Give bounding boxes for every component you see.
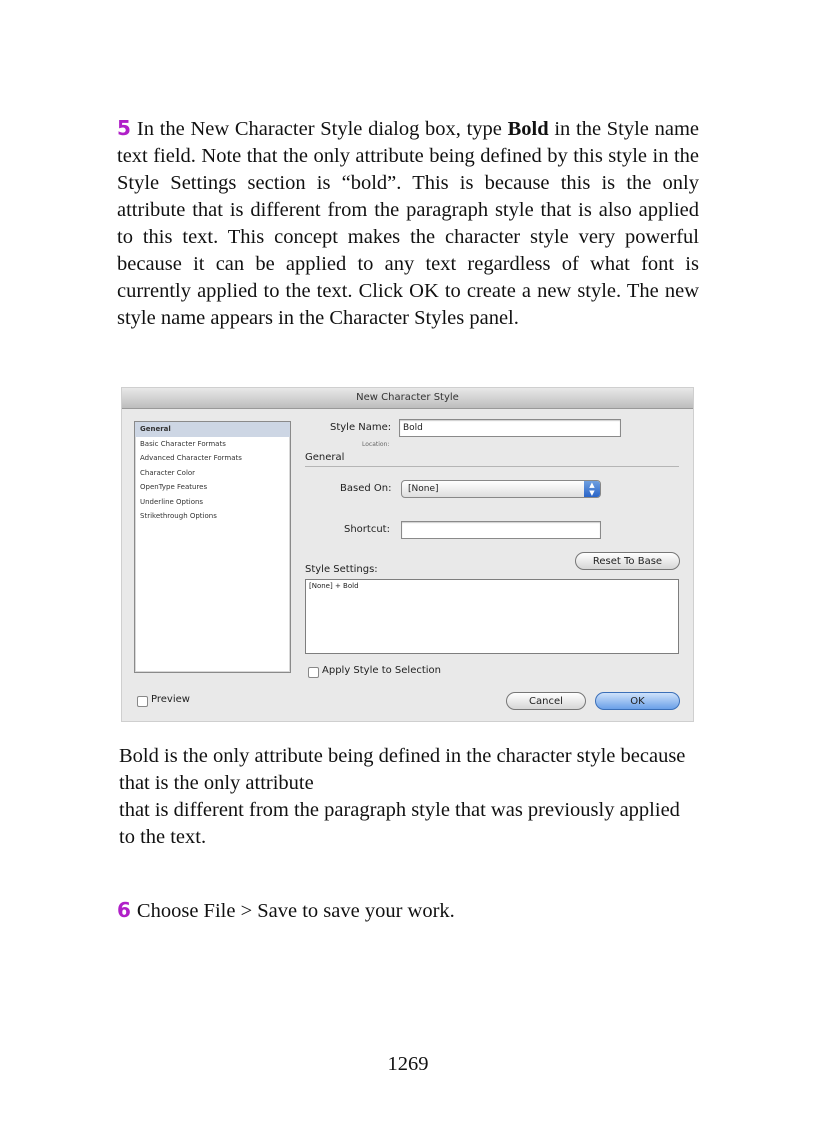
category-item-character-color[interactable]: Character Color xyxy=(140,468,196,477)
cancel-button[interactable]: Cancel xyxy=(506,692,586,710)
based-on-select[interactable] xyxy=(401,480,601,498)
apply-style-label: Apply Style to Selection xyxy=(322,665,442,676)
step-5-number: 5 xyxy=(117,116,131,140)
shortcut-input[interactable] xyxy=(401,521,601,539)
style-settings-value: [None] + Bold xyxy=(309,582,359,590)
ok-button[interactable]: OK xyxy=(595,692,680,710)
style-name-label: Style Name: xyxy=(330,422,392,433)
new-character-style-dialog xyxy=(122,388,693,721)
category-item-strikethrough-options[interactable]: Strikethrough Options xyxy=(140,512,217,520)
category-item-advanced-character-formats[interactable]: Advanced Character Formats xyxy=(140,454,242,462)
updown-arrows-icon: ▲ ▼ xyxy=(584,481,600,497)
shortcut-label: Shortcut: xyxy=(344,524,390,535)
based-on-label: Based On: xyxy=(340,483,392,494)
based-on-value: [None] xyxy=(408,484,439,494)
step-6-paragraph xyxy=(117,897,699,925)
category-item-general[interactable]: General xyxy=(135,422,290,437)
style-settings-box xyxy=(305,579,679,654)
reset-to-base-button[interactable]: Reset To Base xyxy=(575,552,680,570)
general-divider xyxy=(305,466,679,467)
step-6-text: Choose File > Save to save your work. xyxy=(136,900,455,922)
style-settings-label: Style Settings: xyxy=(305,564,378,575)
step-5-bold-word: Bold xyxy=(507,118,549,140)
step-5-text-before: In the New Character Style dialog box, type xyxy=(136,118,508,140)
step-5-text-after: in the Style name text field. Note that the only attribute being defined by this style in the Style Settings section is “bold”. This is because this is the only attribute that is different from the paragraph style that is also applied to this text. This concept makes the character style very powerful because it can be applied to any text regardless of what font is currently applied to the text. Click OK to create a new style. The new style name appears in the Character Styles panel. xyxy=(117,118,699,329)
category-item-underline-options[interactable]: Underline Options xyxy=(140,497,204,506)
dialog-title: New Character Style xyxy=(122,388,693,409)
preview-checkbox[interactable] xyxy=(137,696,148,707)
step-6-number: 6 xyxy=(117,898,131,922)
general-heading: General xyxy=(305,452,345,463)
apply-style-checkbox[interactable] xyxy=(308,667,319,678)
category-list xyxy=(134,421,291,673)
figure-caption xyxy=(119,743,699,851)
style-name-input[interactable]: Bold xyxy=(399,419,621,437)
category-item-basic-character-formats[interactable]: Basic Character Formats xyxy=(140,439,226,448)
caption-line-1: Bold is the only attribute being defined in the character style because that is the only attribute xyxy=(119,745,686,794)
preview-label: Preview xyxy=(151,694,190,705)
caption-line-2: that is different from the paragraph style that was previously applied to the text. xyxy=(119,799,680,848)
page-number: 1269 xyxy=(387,1053,429,1075)
location-label: Location: xyxy=(362,441,390,448)
category-item-opentype-features[interactable]: OpenType Features xyxy=(140,483,208,491)
step-5-paragraph xyxy=(117,115,699,332)
